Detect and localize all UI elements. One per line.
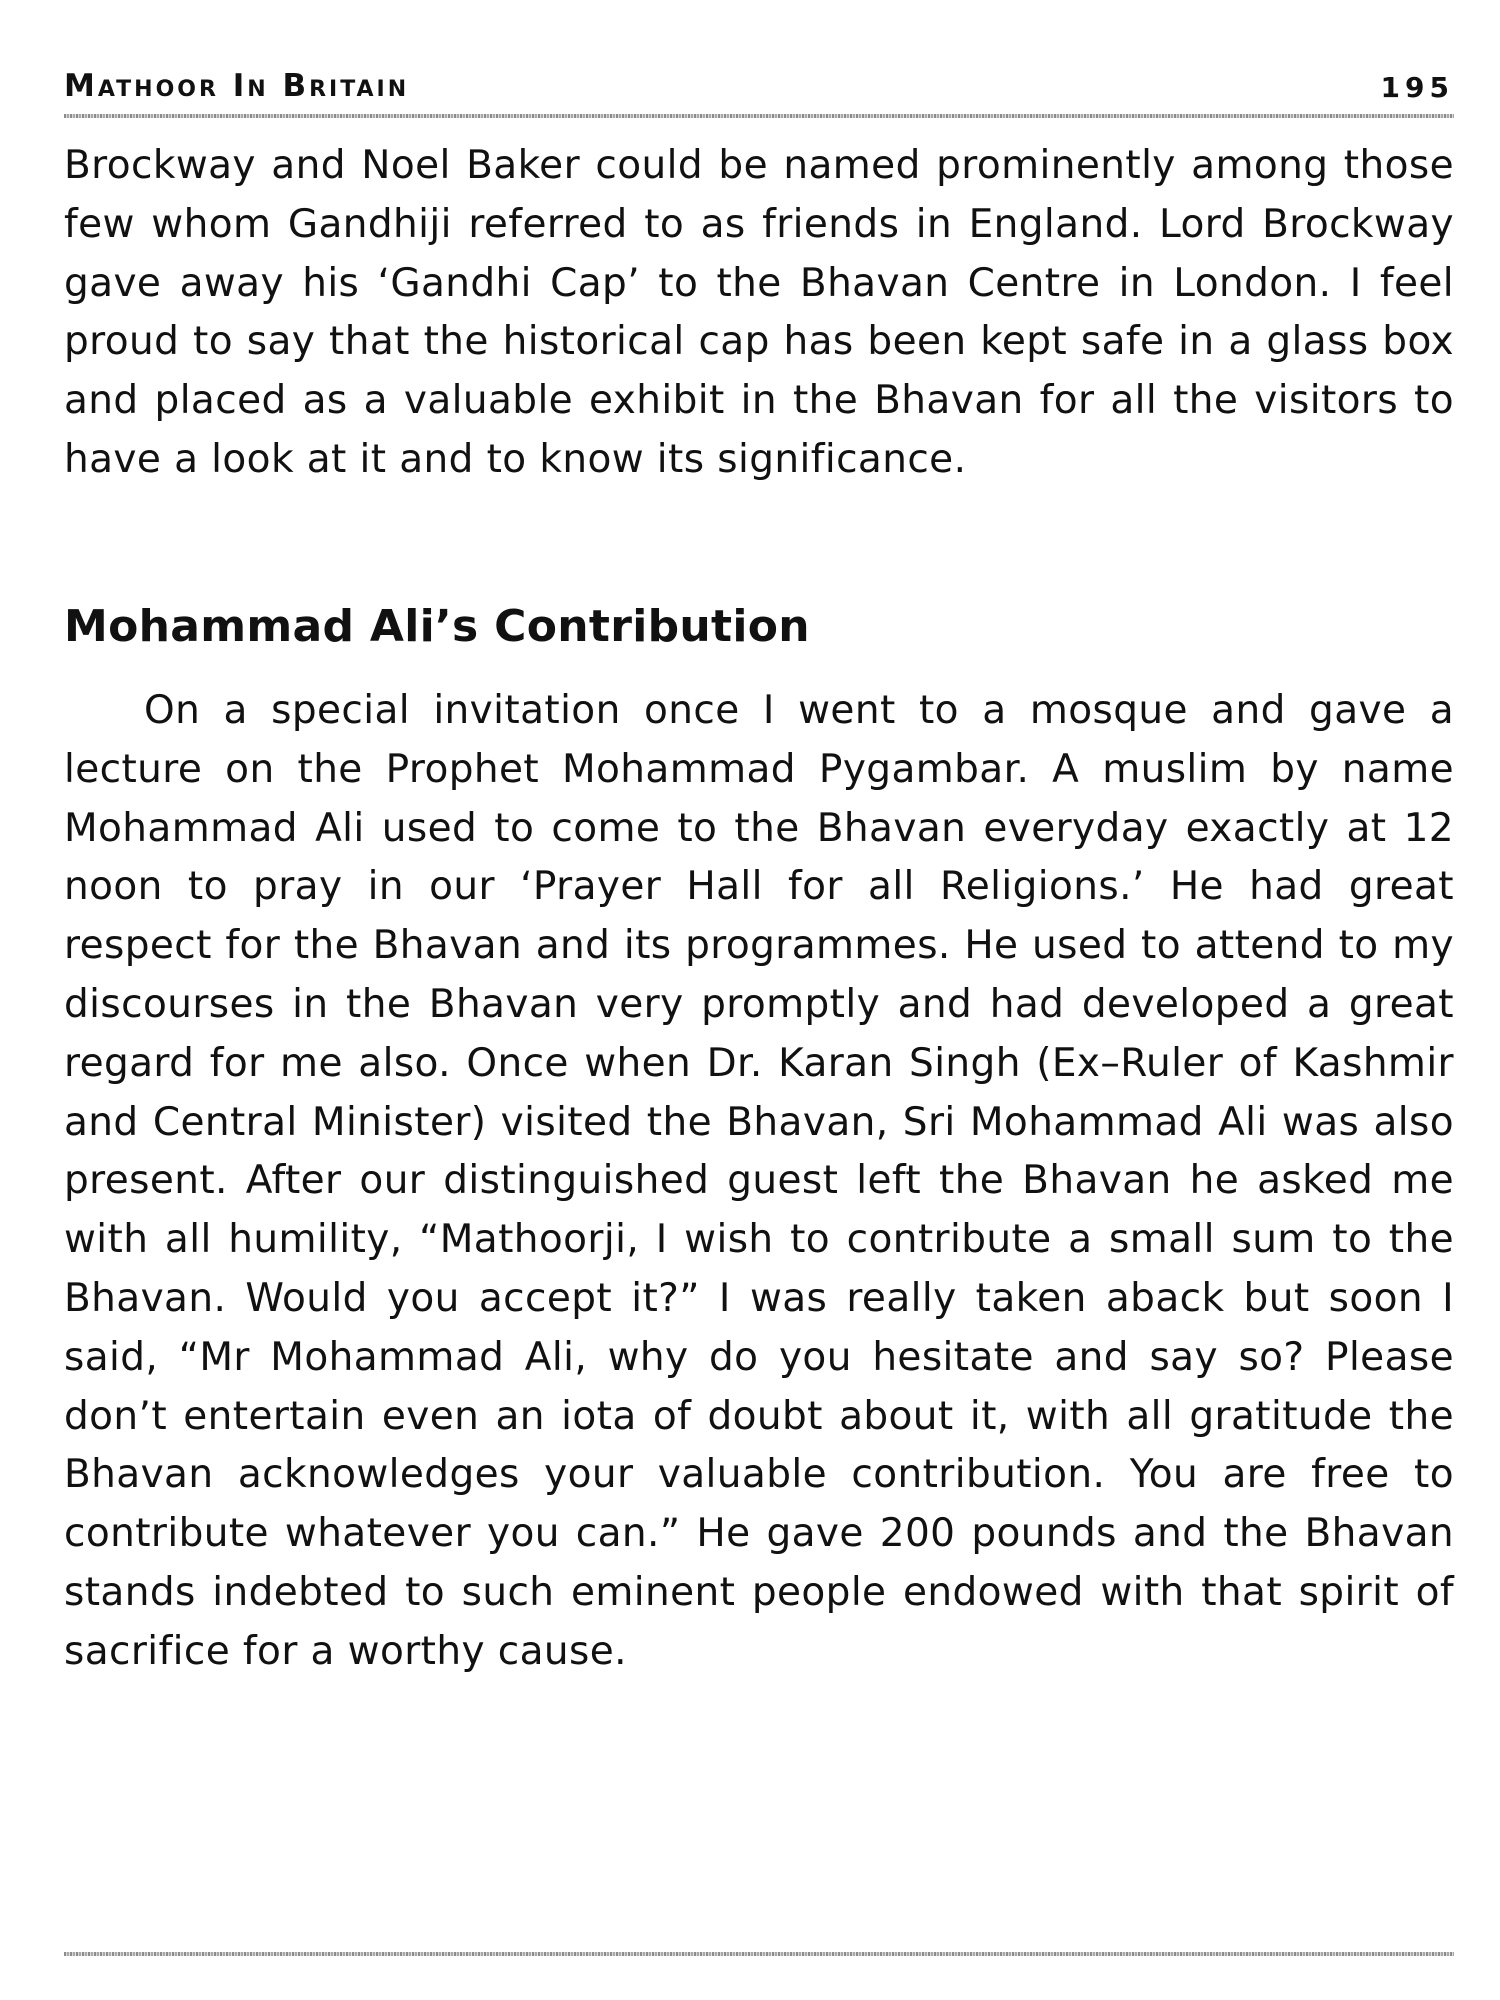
running-header	[64, 62, 1454, 102]
footer-rule	[64, 1952, 1454, 1956]
paragraph-mohammad-ali: On a special invitation once I went to a mosque and gave a lecture on the Prophet Mohammad Pygambar. A muslim by name Mohammad Ali used to come to the Bhavan everyday exactly at 12 noon to pray in our ‘Prayer Hall for all Religions.’ He had great respect for the Bhavan and its programmes. He used to attend to my discourses in the Bhavan very promptly and had developed a great regard for me also. Once when Dr. Karan Singh (Ex–Ruler of Kashmir and Central Minister) visited the Bhavan, Sri Mohammad Ali was also present. After our distinguished guest left the Bhavan he asked me with all humility, “Mathoorji, I wish to contribute a small sum to the Bhavan. Would you accept it?” I was really taken aback but soon I said, “Mr Mohammad Ali, why do you hesitate and say so? Please don’t entertain even an iota of doubt about it, with all gratitude the Bhavan acknowledges your valuable contribution. You are free to contribute whatever you can.” He gave 200 pounds and the Bhavan stands indebted to such eminent people endowed with that spirit of sacrifice for a worthy cause.	[64, 688, 1454, 1674]
section-heading: Mohammad Ali’s Contribution	[64, 601, 810, 652]
running-title: Mathoor In Britain	[64, 68, 410, 104]
header-rule	[64, 114, 1454, 118]
page-number: 195	[1380, 71, 1454, 104]
paragraph-brockway-gandhi-cap: Brockway and Noel Baker could be named prominently among those few whom Gandhiji referred to as friends in England. Lord Brockway gave away his ‘Gandhi Cap’ to the Bhavan Centre in London. I feel proud to say that the historical cap has been kept safe in a glass box and placed as a valuable exhibit in the Bhavan for all the visitors to have a look at it and to know its significance.	[64, 143, 1454, 482]
